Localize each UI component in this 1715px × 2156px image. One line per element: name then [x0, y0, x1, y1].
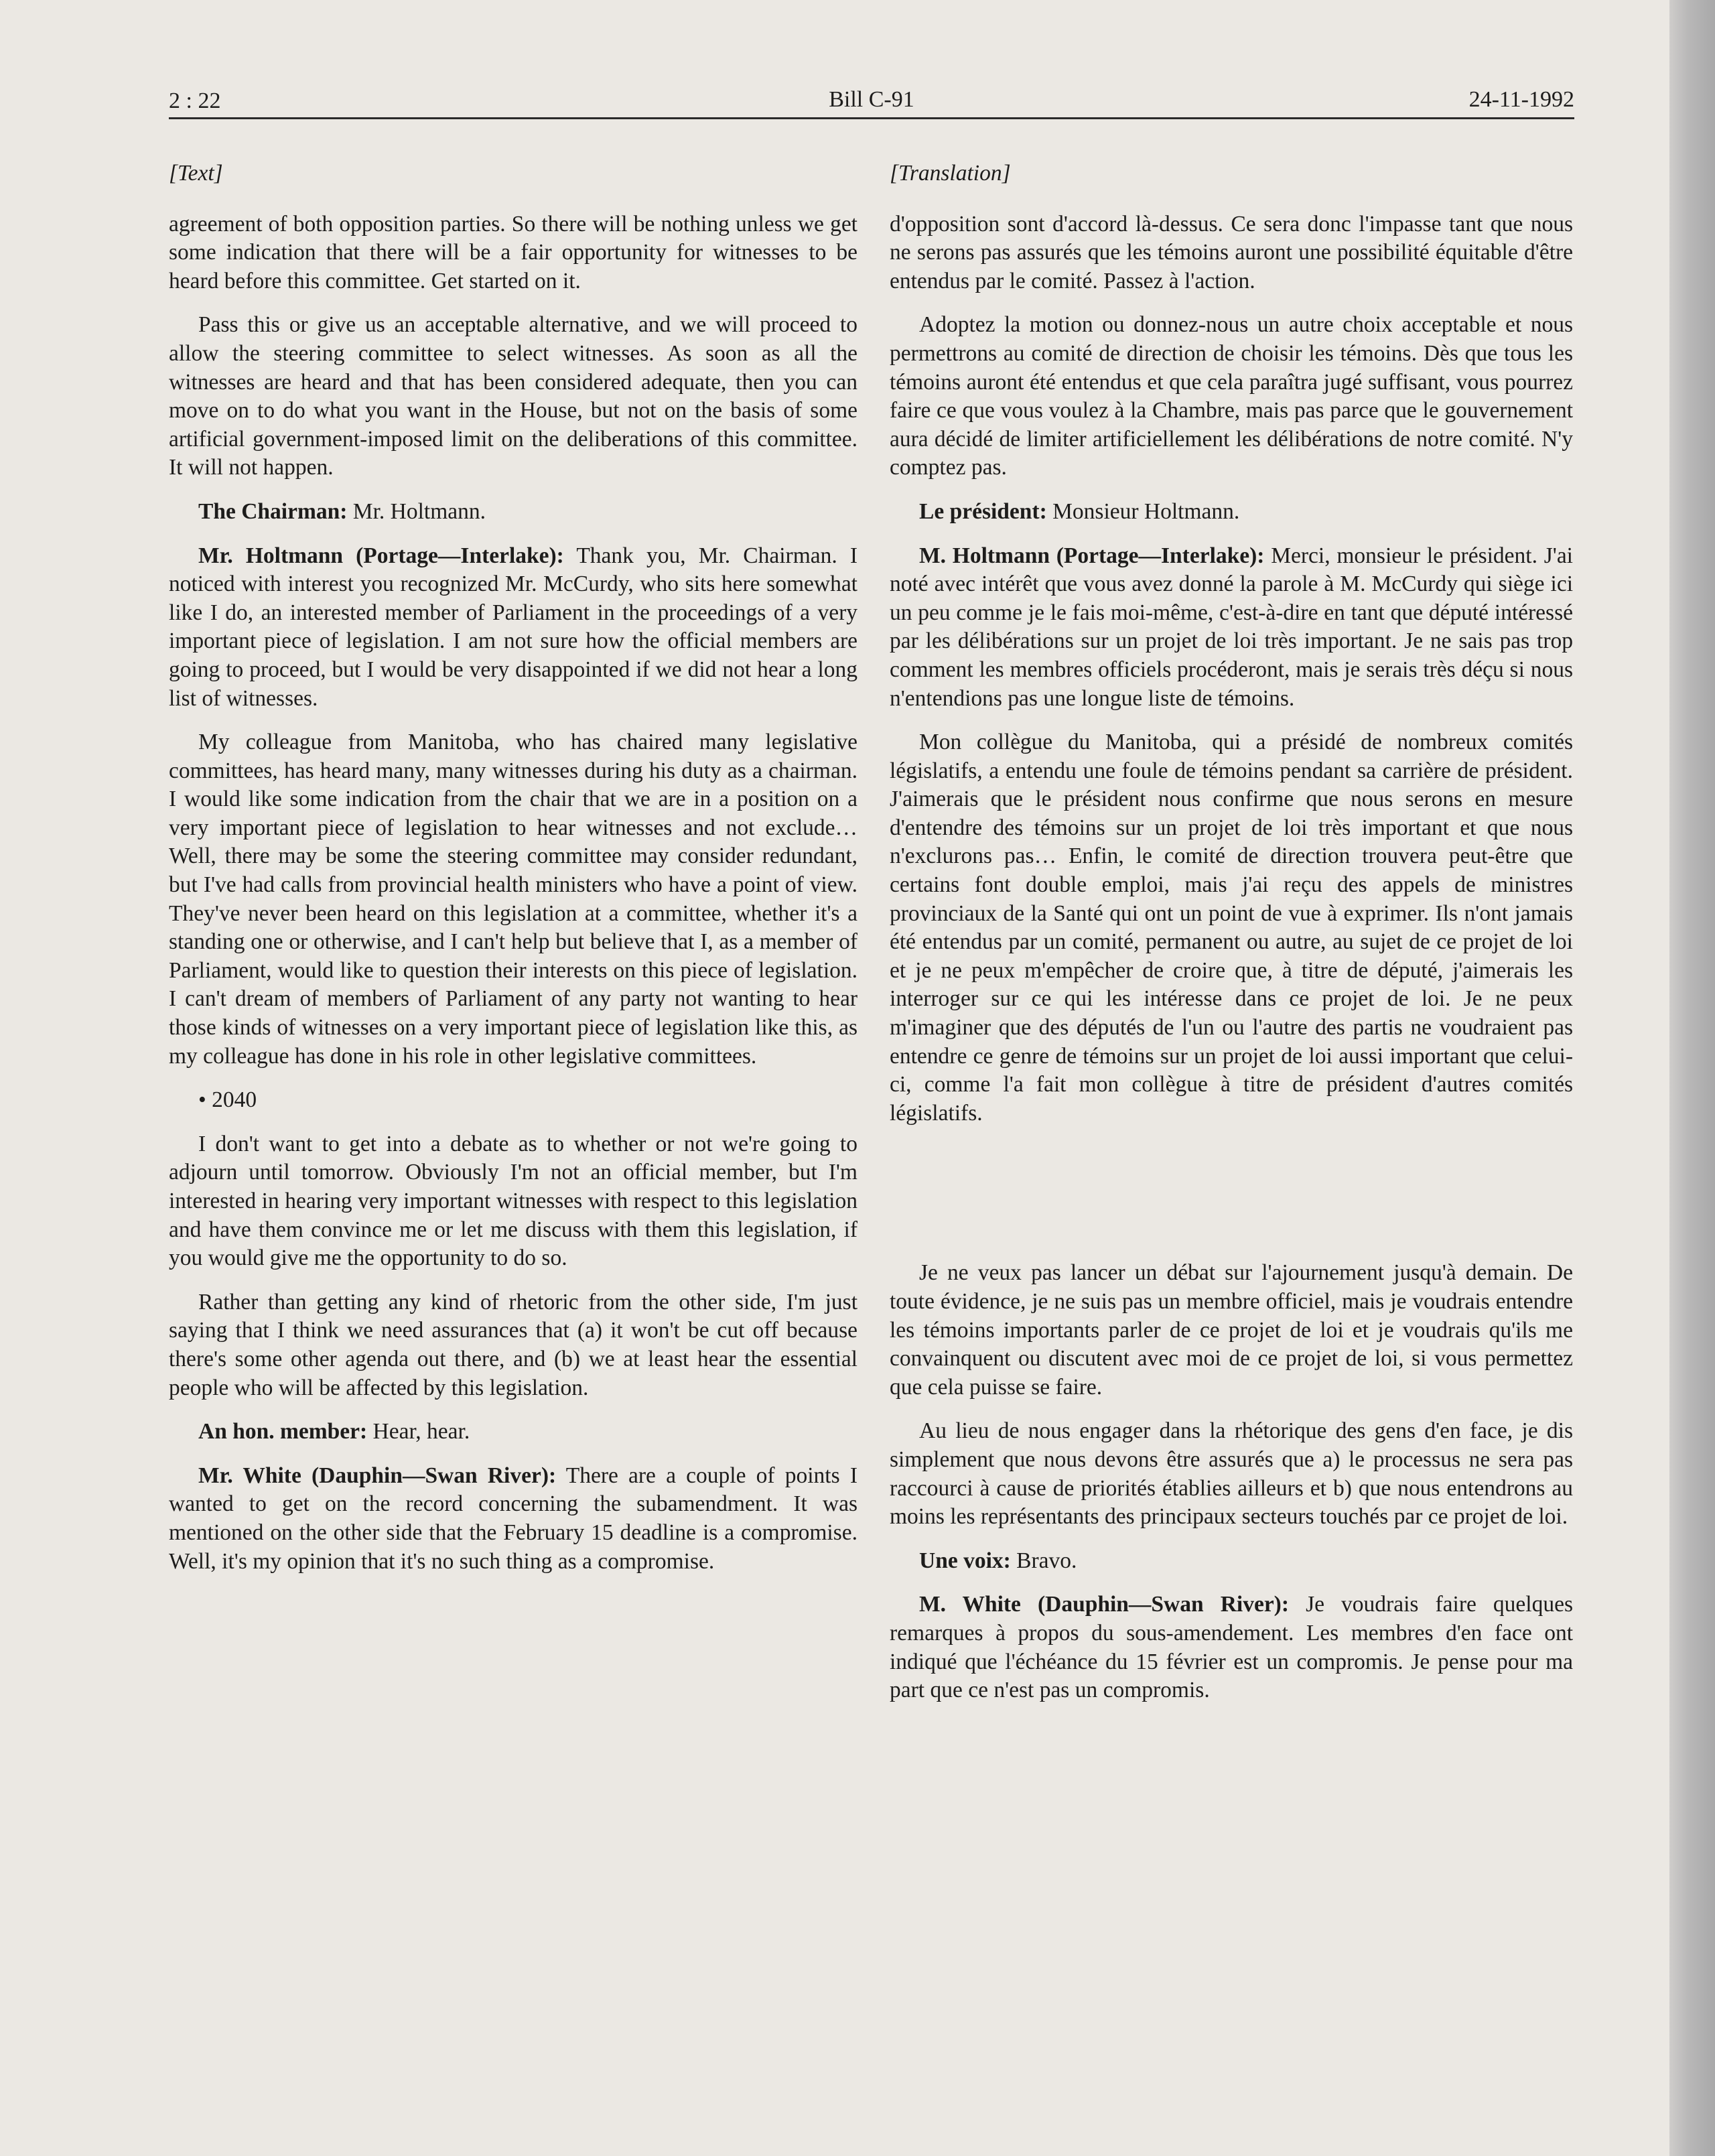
speech-text: Thank you, Mr. Chairman. I noticed with interest you recognized Mr. McCurdy, who sits here somewhat like I do, an interested member of Parliament in the proceedings of a very important piece of legislation. I am not sure how the official members are going to proceed, but I would be very disappointed if we did not hear a long list of witnesses.: [169, 543, 858, 711]
speech: [169, 498, 858, 527]
paragraph: Adoptez la motion ou donnez-nous un autre choix acceptable et nous permettrons au comité de direction de choisir les témoins. Dès que tous les témoins auront été entendus et que cela paraîtra jugé suffisant, vous pourrez faire ce que vous voulez à la Chambre, mais pas parce que le gouvernement aura décidé de limiter artificiellement les délibérations de notre comité. N'y comptez pas.: [890, 312, 1573, 480]
speaker-name: Mr. White (Dauphin—Swan River):: [198, 1463, 557, 1488]
paragraph: Rather than getting any kind of rhetoric from the other side, I'm just saying that I think we need assurances that (a) it won't be cut off because there's some other agenda out there, and (b) we at least hear the essential people who will be affected by this legislation.: [169, 1289, 858, 1400]
paragraph: Au lieu de nous engager dans la rhétorique des gens d'en face, je dis simplement que nous devons être assurés que a) le processus ne sera pas raccourci à cause de priorités établies ailleurs et b) que nous entendrons au moins les représentants des principaux secteurs touchés par ce projet de loi.: [890, 1418, 1573, 1530]
column-gap: [890, 1143, 1573, 1259]
speech: [169, 542, 858, 714]
speech: [890, 1591, 1573, 1704]
speaker-name: Une voix:: [919, 1548, 1011, 1573]
speech-text: Je voudrais faire quelques remarques à propos du sous-amendement. Les membres d'en face ont indiqué que l'échéance du 15 février est un compromis. Je pense pour ma part que ce n'est pas un compromis.: [890, 1592, 1573, 1703]
speech-text: Hear, hear.: [367, 1419, 470, 1444]
speech: [890, 542, 1573, 714]
speech-text: Mr. Holtmann.: [347, 498, 486, 524]
speaker-name: An hon. member:: [198, 1419, 368, 1444]
speaker-name: The Chairman:: [198, 498, 348, 524]
header-date: 24-11-1992: [1468, 87, 1574, 112]
page-edge-shadow: [1669, 0, 1715, 2156]
speech: [169, 1418, 858, 1446]
french-column: [890, 159, 1573, 1721]
paragraph: agreement of both opposition parties. So there will be nothing unless we get some indication that there will be a fair opportunity for witnesses to be heard before this committee. Get started on it.: [169, 211, 858, 293]
paragraph: d'opposition sont d'accord là-dessus. Ce sera donc l'impasse tant que nous ne serons pas assurés que les témoins auront une possibilité équitable d'être entendus par le comité. Passez à l'action.: [890, 211, 1573, 293]
header-rule: [169, 117, 1574, 119]
speaker-name: M. White (Dauphin—Swan River):: [919, 1592, 1289, 1617]
speech-text: Bravo.: [1010, 1548, 1077, 1573]
page-number: 2 : 22: [169, 88, 221, 113]
speaker-name: Le président:: [919, 498, 1047, 524]
paragraph: I don't want to get into a debate as to whether or not we're going to adjourn until tomorrow. Obviously I'm not an official member, but I'm interested in hearing very important witnesses with respect to this legislation and have them convince me or let me discuss with them this legislation, if you would give me the opportunity to do so.: [169, 1131, 858, 1271]
bill-title: Bill C-91: [829, 87, 914, 112]
translation-tag: [Translation]: [890, 161, 1011, 186]
text-tag: [Text]: [169, 161, 223, 186]
paragraph: Pass this or give us an acceptable alternative, and we will proceed to allow the steering committee to select witnesses. As soon as all the witnesses are heard and that has been considered adequate, then you can move on to do what you want in the House, but not on the basis of some artificial government-imposed limit on the deliberations of this committee. It will not happen.: [169, 312, 858, 480]
speech-text: Monsieur Holtmann.: [1046, 498, 1240, 524]
paragraph: Je ne veux pas lancer un débat sur l'ajournement jusqu'à demain. De toute évidence, je ne suis pas un membre officiel, mais je voudrais entendre les témoins importants parler de ce projet de loi et je voudrais qu'ils me convainquent ou discutent avec moi de ce projet de loi, si vous permettez que cela puisse se faire.: [890, 1260, 1573, 1400]
speech-text: There are a couple of points I wanted to get on the record concerning the subamendment. It was mentioned on the other side that the February 15 deadline is a compromise. Well, it's my opinion that it's no such thing as a compromise.: [169, 1463, 858, 1574]
speech: [169, 1462, 858, 1576]
speech: [890, 498, 1573, 527]
english-column: [169, 159, 858, 1591]
speech-text: Merci, monsieur le président. J'ai noté avec intérêt que vous avez donné la parole à M. McCurdy qui siège ici un peu comme je le fais moi-même, c'est-à-dire en tant que député intéressé par les délibérations sur un projet de loi très important. Je ne sais pas trop comment les membres officiels procéderont, mais je serais très déçu si nous n'entendions pas une longue liste de témoins.: [890, 543, 1573, 711]
time-marker: • 2040: [198, 1087, 257, 1113]
speaker-name: Mr. Holtmann (Portage—Interlake):: [198, 543, 564, 568]
speech: [890, 1547, 1573, 1576]
paragraph: Mon collègue du Manitoba, qui a présidé de nombreux comités législatifs, a entendu une foule de témoins pendant sa carrière de président. J'aimerais que le président nous confirme que nous serons en mesure d'entendre des témoins sur un projet de loi très important et que nous n'exclurons pas… Enfin, le comité de direction trouvera peut-être que certains font double emploi, mais j'ai reçu des appels de ministres provinciaux de la Santé qui ont un point de vue à exprimer. Ils n'ont jamais été entendus par un comité, permanent ou autre, au sujet de ce projet de loi et je ne peux m'empêcher de croire que, à titre de député, j'aimerais les interroger sur ce qui les intéresse dans ce projet de loi. Je ne peux m'imaginer que des députés de l'un ou l'autre des partis ne voudraient pas entendre ce genre de témoins sur un projet de loi aussi important que celui-ci, comme l'a fait mon collègue à titre de président d'autres comités législatifs.: [890, 730, 1573, 1126]
paragraph: My colleague from Manitoba, who has chaired many legislative committees, has heard many, many witnesses during his duty as a chairman. I would like some indication from the chair that we are in a position on a very important piece of legislation to hear witnesses and not exclude… Well, there may be some the steering committee may consider redundant, but I've had calls from provincial health ministers who have a point of view. They've never been heard on this legislation at a committee, whether it's a standing one or otherwise, and I can't help but believe that I, as a member of Parliament, would like to question their interests on this piece of legislation. I can't dream of members of Parliament of any party not wanting to hear those kinds of witnesses on a very important piece of legislation like this, as my colleague has done in his role in other legislative committees.: [169, 730, 858, 1069]
speaker-name: M. Holtmann (Portage—Interlake):: [919, 543, 1265, 568]
